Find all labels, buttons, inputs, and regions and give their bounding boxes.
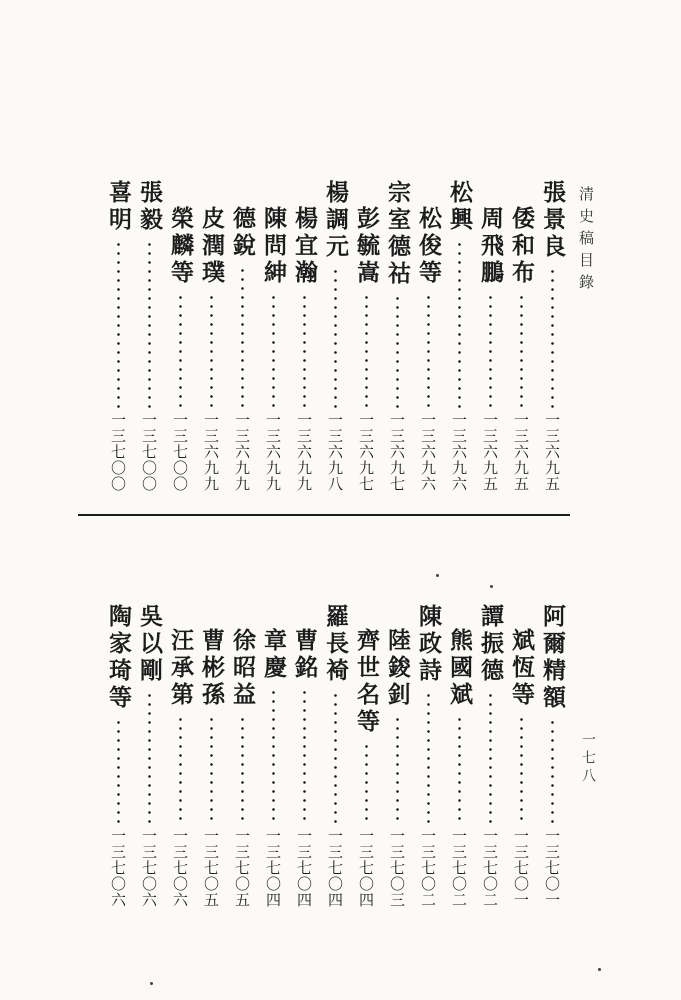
toc-entry-name: 陳問紳 xyxy=(260,206,287,287)
toc-entry-page: 一三七〇四 xyxy=(326,828,344,908)
leader-dots xyxy=(551,267,554,408)
toc-entry xyxy=(383,180,411,492)
leader-dots xyxy=(179,293,182,408)
leader-dots xyxy=(334,267,337,408)
toc-entry-name: 宗室德祜 xyxy=(384,180,411,288)
leader-dots xyxy=(365,293,368,408)
leader-dots xyxy=(272,293,275,408)
leader-dots xyxy=(427,691,430,824)
leader-dots xyxy=(458,240,461,408)
toc-entry-page: 一三六九五 xyxy=(543,412,561,492)
toc-entry-page: 一三七〇一 xyxy=(512,828,530,908)
toc-entry-name: 倭和布 xyxy=(508,206,535,287)
toc-entry xyxy=(135,604,163,908)
toc-entry-page: 一三六九七 xyxy=(357,412,375,492)
toc-entry-page: 一三七〇五 xyxy=(202,828,220,908)
paper-speck xyxy=(490,585,493,588)
toc-entry xyxy=(538,180,566,492)
toc-entry xyxy=(197,206,225,492)
running-header: 清史稿目錄 xyxy=(577,186,595,296)
toc-entry-page: 一三六九八 xyxy=(326,412,344,492)
toc-entry-name: 齊世名等 xyxy=(353,628,380,736)
toc-entry xyxy=(104,604,132,908)
leader-dots xyxy=(148,691,151,824)
toc-entry-page: 一三六九九 xyxy=(264,412,282,492)
toc-entry-name: 曹彬孫 xyxy=(198,628,225,709)
toc-entry xyxy=(352,628,380,908)
toc-entry-name: 松俊等 xyxy=(415,206,442,287)
leader-dots xyxy=(365,742,368,824)
toc-entry xyxy=(321,604,349,908)
toc-entry-name: 吳以剛 xyxy=(136,604,163,685)
toc-entry-page: 一三七〇四 xyxy=(357,828,375,908)
leader-dots xyxy=(489,691,492,824)
toc-entry-page: 一三七〇二 xyxy=(419,828,437,908)
toc-entry-page: 一三七〇二 xyxy=(481,828,499,908)
toc-entry xyxy=(259,206,287,492)
leader-dots xyxy=(117,240,120,408)
page-number: 一七八 xyxy=(580,732,596,786)
toc-entry xyxy=(228,628,256,908)
toc-entry-name: 徐昭益 xyxy=(229,628,256,709)
toc-entry-page: 一三七〇五 xyxy=(233,828,251,908)
toc-entry xyxy=(290,628,318,908)
leader-dots xyxy=(117,718,120,824)
toc-entry-page: 一三七〇六 xyxy=(109,828,127,908)
toc-entry-page: 一三七〇六 xyxy=(140,828,158,908)
leader-dots xyxy=(272,688,275,824)
toc-entry xyxy=(197,628,225,908)
toc-entry xyxy=(445,628,473,908)
toc-entry-name: 譚振德 xyxy=(477,604,504,685)
leader-dots xyxy=(458,715,461,824)
toc-entry xyxy=(507,628,535,908)
toc-entry-page: 一三七〇四 xyxy=(264,828,282,908)
toc-entry-page: 一三七〇四 xyxy=(295,828,313,908)
toc-entry xyxy=(414,604,442,908)
toc-entry-name: 楊調元 xyxy=(322,180,349,261)
leader-dots xyxy=(396,715,399,824)
toc-entry xyxy=(166,206,194,492)
toc-entry-name: 榮麟等 xyxy=(167,206,194,287)
toc-entry xyxy=(476,604,504,908)
section-divider xyxy=(78,514,570,516)
toc-entry xyxy=(228,206,256,492)
toc-entry xyxy=(414,206,442,492)
toc-entry xyxy=(538,604,566,908)
toc-entry xyxy=(383,628,411,908)
leader-dots xyxy=(241,266,244,408)
toc-entry-page: 一三七〇一 xyxy=(543,828,561,908)
toc-entry-name: 彭毓嵩 xyxy=(353,206,380,287)
toc-entry-page: 一三六九九 xyxy=(233,412,251,492)
toc-entry-page: 一三六九六 xyxy=(419,412,437,492)
leader-dots xyxy=(210,715,213,824)
toc-entry-page: 一三七〇〇 xyxy=(109,412,127,492)
leader-dots xyxy=(241,715,244,824)
toc-entry-name: 陶家琦等 xyxy=(105,604,132,712)
toc-entry xyxy=(259,628,287,908)
toc-entry-name: 陳政詩 xyxy=(415,604,442,685)
toc-entry-name: 張毅 xyxy=(136,180,163,234)
toc-entry-name: 斌恆等 xyxy=(508,628,535,709)
leader-dots xyxy=(489,293,492,408)
leader-dots xyxy=(396,294,399,408)
toc-entry-name: 松興 xyxy=(446,180,473,234)
paper-speck xyxy=(150,982,153,985)
leader-dots xyxy=(334,691,337,824)
toc-entry-page: 一三六九五 xyxy=(481,412,499,492)
leader-dots xyxy=(427,293,430,408)
toc-entry xyxy=(507,206,535,492)
paper-speck xyxy=(436,574,439,577)
toc-entry-name: 阿爾精額 xyxy=(539,604,566,712)
toc-entry-page: 一三六九五 xyxy=(512,412,530,492)
toc-entry-name: 皮潤璞 xyxy=(198,206,225,287)
toc-entry-name: 羅長裿 xyxy=(322,604,349,685)
toc-entry-page: 一三七〇〇 xyxy=(171,412,189,492)
leader-dots xyxy=(303,293,306,408)
toc-entry xyxy=(135,180,163,492)
toc-entry-page: 一三六九九 xyxy=(295,412,313,492)
toc-entry-page: 一三六九九 xyxy=(202,412,220,492)
leader-dots xyxy=(303,688,306,824)
toc-entry xyxy=(104,180,132,492)
toc-entry-page: 一三七〇〇 xyxy=(140,412,158,492)
toc-entry-page: 一三七〇六 xyxy=(171,828,189,908)
toc-entry-page: 一三七〇三 xyxy=(388,828,406,908)
toc-entry-name: 汪承第 xyxy=(167,628,194,709)
toc-entry xyxy=(166,628,194,908)
toc-entry-name: 熊國斌 xyxy=(446,628,473,709)
leader-dots xyxy=(179,715,182,824)
paper-speck xyxy=(598,968,601,971)
toc-entry xyxy=(321,180,349,492)
toc-entry-name: 德銳 xyxy=(229,206,256,260)
toc-entry-name: 周飛鵬 xyxy=(477,206,504,287)
leader-dots xyxy=(520,715,523,824)
toc-entry-name: 喜明 xyxy=(105,180,132,234)
toc-entry-page: 一三六九六 xyxy=(450,412,468,492)
toc-entry-name: 楊宜瀚 xyxy=(291,206,318,287)
toc-entry-name: 陸鋑釗 xyxy=(384,628,411,709)
toc-entry-name: 曹銘 xyxy=(291,628,318,682)
toc-entry-page: 一三六九七 xyxy=(388,412,406,492)
toc-entry xyxy=(445,180,473,492)
toc-entry xyxy=(476,206,504,492)
toc-entry xyxy=(352,206,380,492)
leader-dots xyxy=(520,293,523,408)
leader-dots xyxy=(148,240,151,408)
leader-dots xyxy=(551,718,554,824)
leader-dots xyxy=(210,293,213,408)
toc-entry-name: 章慶 xyxy=(260,628,287,682)
toc-entry-name: 張景良 xyxy=(539,180,566,261)
toc-entry-page: 一三七〇二 xyxy=(450,828,468,908)
toc-entry xyxy=(290,206,318,492)
